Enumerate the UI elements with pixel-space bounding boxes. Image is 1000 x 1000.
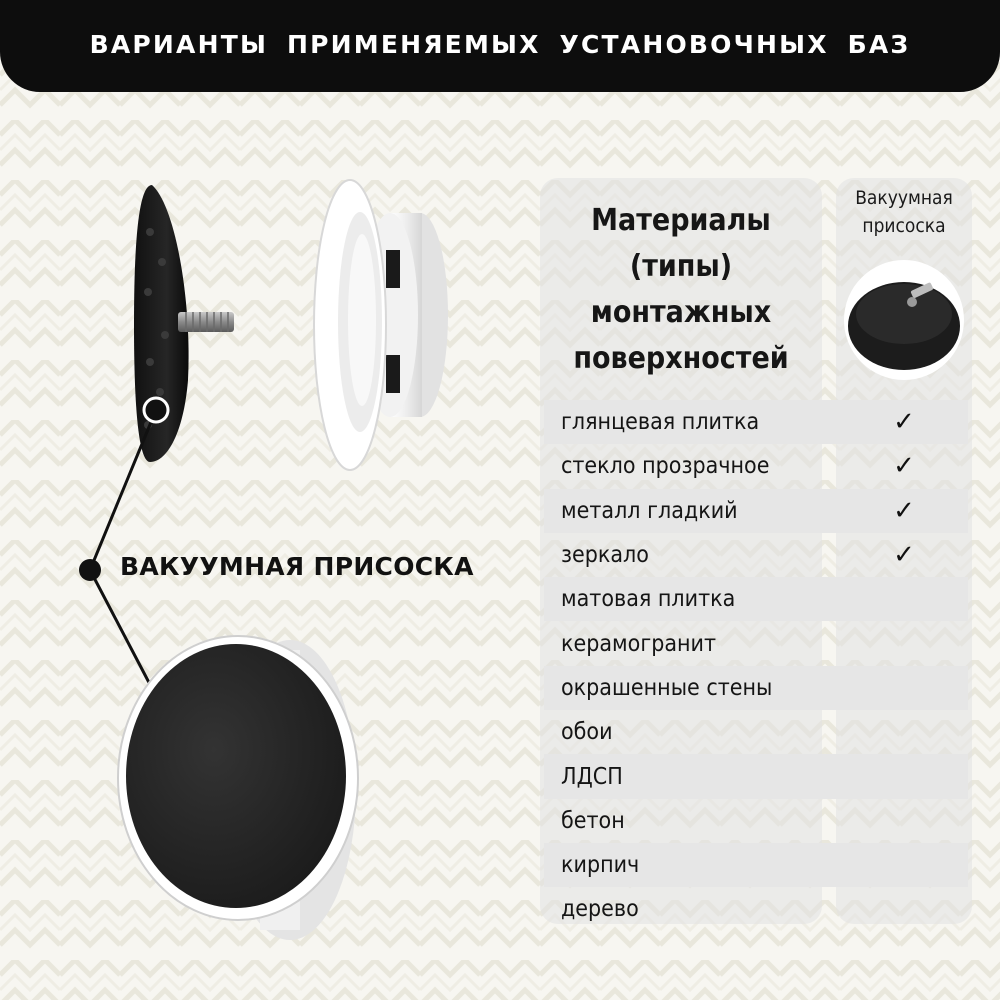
material-label: кирпич [561, 852, 640, 879]
table-row [544, 489, 968, 533]
materials-heading [540, 198, 822, 382]
check-icon: ✓ [893, 451, 915, 482]
suction-housing-side-view [314, 180, 448, 470]
material-label: обои [561, 719, 613, 746]
table-row [544, 621, 968, 665]
table-row [544, 710, 968, 754]
material-label: керамогранит [561, 630, 717, 657]
material-label: дерево [561, 896, 639, 923]
materials-table [544, 400, 968, 932]
table-row [544, 666, 968, 710]
material-label: стекло прозрачное [561, 453, 770, 480]
table-row [544, 887, 968, 931]
table-row [544, 754, 968, 798]
table-row [544, 799, 968, 843]
table-row [544, 843, 968, 887]
column-heading-line: Вакуумная [855, 187, 953, 209]
material-label: глянцевая плитка [561, 409, 760, 436]
materials-heading-line: поверхностей [573, 341, 789, 376]
suction-column-heading [836, 184, 972, 240]
suction-cup-front-view [118, 636, 358, 940]
suction-cup-icon [842, 258, 966, 382]
materials-heading-line: монтажных [590, 295, 772, 330]
table-row [544, 400, 968, 444]
materials-heading-line: Материалы [591, 203, 771, 238]
check-icon: ✓ [893, 540, 915, 571]
check-icon: ✓ [893, 495, 915, 526]
materials-heading-line: (типы) [629, 249, 733, 284]
material-label: металл гладкий [561, 497, 738, 524]
check-icon: ✓ [893, 407, 915, 438]
column-heading-line: присоска [862, 215, 946, 237]
material-label: матовая плитка [561, 586, 736, 613]
page-title: ВАРИАНТЫ ПРИМЕНЯЕМЫХ УСТАНОВОЧНЫХ БАЗ [89, 29, 911, 59]
table-row [544, 444, 968, 488]
material-label: бетон [561, 807, 625, 834]
table-row [544, 533, 968, 577]
callout-label: ВАКУУМНАЯ ПРИСОСКА [120, 552, 474, 581]
material-label: зеркало [561, 542, 649, 569]
table-row [544, 577, 968, 621]
material-label: окрашенные стены [561, 674, 773, 701]
material-label: ЛДСП [561, 763, 623, 790]
